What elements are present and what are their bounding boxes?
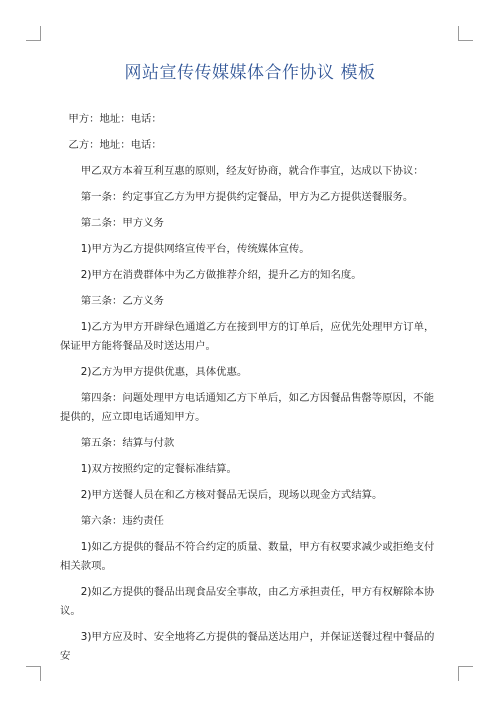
paragraph-article-3-item-2: 2)乙方为甲方提供优惠，具体优惠。 xyxy=(80,366,248,378)
paragraph-article-3-item-1: 1)乙方为甲方开辟绿色通道乙方在接到甲方的订单后，应优先处理甲方订单，保证甲方能将餐品及时送达用户。 xyxy=(60,321,435,352)
paragraph-party-b: 乙方：地址：电话： xyxy=(68,139,162,151)
paragraph-preamble: 甲乙双方本着互利互惠的原则，经友好协商，就合作事宜，达成以下协议： xyxy=(80,165,424,177)
paragraph-article-4: 第四条：问题处理甲方电话通知乙方下单后，如乙方因餐品售罄等原因，不能提供的，应立即电话通知甲方。 xyxy=(60,392,435,423)
paragraph-article-6-item-3: 3)甲方应及时、安全地将乙方提供的餐品送达用户，并保证送餐过程中餐品的安 xyxy=(60,631,435,662)
paragraph-article-5-heading: 第五条：结算与付款 xyxy=(80,437,175,449)
paragraph-article-6-item-1: 1)如乙方提供的餐品不符合约定的质量、数量，甲方有权要求减少或拒绝支付相关款项。 xyxy=(60,541,435,572)
paragraph-article-6-heading: 第六条：违约责任 xyxy=(80,515,164,527)
paragraph-article-2-heading: 第二条：甲方义务 xyxy=(80,217,164,229)
page-corner-mark-top-right xyxy=(458,26,473,41)
document-body xyxy=(60,110,440,673)
document-title: 网站宣传传媒媒体合作协议 模板 xyxy=(124,63,376,83)
paragraph-article-1: 第一条：约定事宜乙方为甲方提供约定餐品，甲方为乙方提供送餐服务。 xyxy=(80,191,414,203)
page-corner-mark-bottom-right xyxy=(458,666,473,681)
paragraph-party-a: 甲方：地址：电话： xyxy=(68,113,162,125)
paragraph-article-5-item-2: 2)甲方送餐人员在和乙方核对餐品无误后，现场以现金方式结算。 xyxy=(80,489,383,501)
paragraph-article-2-item-1: 1)甲方为乙方提供网络宣传平台，传统媒体宣传。 xyxy=(80,243,310,255)
page-corner-mark-bottom-left xyxy=(26,666,41,681)
paragraph-article-2-item-2: 2)甲方在消费群体中为乙方做推荐介绍，提升乙方的知名度。 xyxy=(80,269,362,281)
page-corner-mark-top-left xyxy=(26,26,41,41)
paragraph-article-6-item-2: 2)如乙方提供的餐品出现食品安全事故，由乙方承担责任，甲方有权解除本协议。 xyxy=(60,586,435,617)
paragraph-article-3-heading: 第三条：乙方义务 xyxy=(80,295,164,307)
paragraph-article-5-item-1: 1)双方按照约定的定餐标准结算。 xyxy=(80,463,237,475)
